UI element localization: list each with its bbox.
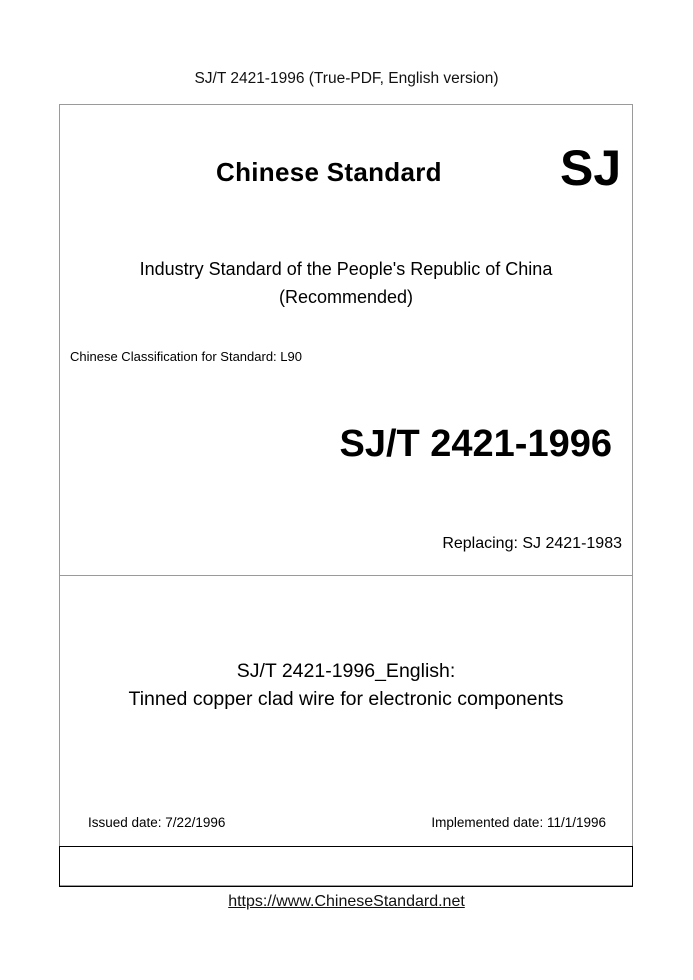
- subtitle-line-1: Industry Standard of the People's Republic of China: [139, 259, 553, 279]
- document-title-line-2: Tinned copper clad wire for electronic components: [128, 688, 564, 710]
- subtitle-line-2: (Recommended): [278, 287, 414, 307]
- section-divider: [60, 575, 632, 576]
- replacing-text: Replacing: SJ 2421-1983: [442, 535, 622, 552]
- running-header: SJ/T 2421-1996 (True-PDF, English version): [194, 70, 499, 87]
- issued-date: Issued date: 7/22/1996: [88, 815, 226, 830]
- classification-text: Chinese Classification for Standard: L90: [70, 349, 302, 364]
- standard-number: SJ/T 2421-1996: [339, 423, 612, 465]
- bottom-empty-box: [59, 846, 633, 887]
- sj-logo: SJ: [560, 140, 622, 196]
- cover-frame: [59, 104, 633, 886]
- website-link[interactable]: https://www.ChineseStandard.net: [228, 893, 465, 910]
- implemented-date: Implemented date: 11/1/1996: [431, 815, 606, 830]
- footer: [0, 893, 693, 911]
- document-title-line-1: SJ/T 2421-1996_English:: [236, 660, 456, 682]
- cover-title: Chinese Standard: [216, 157, 442, 187]
